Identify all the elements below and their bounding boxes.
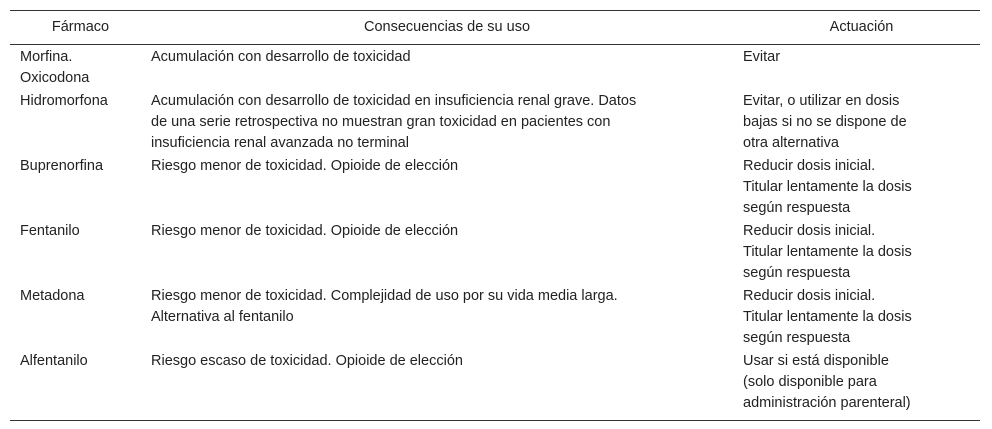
cell-action-line: Reducir dosis inicial. xyxy=(743,158,876,174)
cell-action-line: Usar si está disponible xyxy=(743,353,889,369)
header-drug: Fármaco xyxy=(51,19,110,35)
cell-drug xyxy=(10,219,151,284)
cell-action xyxy=(743,284,980,349)
cell-consequences xyxy=(151,45,743,90)
cell-action-line: Titular lentamente la dosis xyxy=(743,244,912,260)
cell-consequences-line: Alternativa al fentanilo xyxy=(151,309,294,325)
cell-action-line: según respuesta xyxy=(743,200,851,216)
cell-action-line: Evitar xyxy=(743,49,781,65)
cell-consequences xyxy=(151,349,743,421)
cell-action-line: otra alternativa xyxy=(743,135,839,151)
cell-action-line: según respuesta xyxy=(743,330,851,346)
cell-action-line: Titular lentamente la dosis xyxy=(743,179,912,195)
cell-action-line: Reducir dosis inicial. xyxy=(743,223,876,239)
cell-consequences xyxy=(151,284,743,349)
table-row xyxy=(10,349,980,421)
cell-action-line: (solo disponible para xyxy=(743,374,877,390)
table-row xyxy=(10,284,980,349)
cell-consequences xyxy=(151,154,743,219)
cell-drug-line: Oxicodona xyxy=(20,70,90,86)
cell-action-line: según respuesta xyxy=(743,265,851,281)
cell-drug xyxy=(10,89,151,154)
cell-consequences-line: Acumulación con desarrollo de toxicidad xyxy=(151,49,411,65)
cell-drug-line: Fentanilo xyxy=(20,223,80,239)
cell-action-line: administración parenteral) xyxy=(743,395,911,411)
cell-drug-line: Buprenorfina xyxy=(20,158,104,174)
cell-consequences-line: Riesgo menor de toxicidad. Opioide de elección xyxy=(151,223,459,239)
header-row xyxy=(10,11,980,45)
opioid-renal-table-container xyxy=(10,10,980,421)
cell-consequences-line: Acumulación con desarrollo de toxicidad en insuficiencia renal grave. Datos xyxy=(151,93,637,109)
cell-drug xyxy=(10,349,151,421)
cell-consequences-line: Riesgo escaso de toxicidad. Opioide de elección xyxy=(151,353,463,369)
cell-action xyxy=(743,349,980,421)
cell-consequences xyxy=(151,219,743,284)
cell-consequences-line: Riesgo menor de toxicidad. Opioide de elección xyxy=(151,158,459,174)
cell-action xyxy=(743,219,980,284)
table-row xyxy=(10,89,980,154)
header-action: Actuación xyxy=(829,19,894,35)
table-row xyxy=(10,219,980,284)
table-body xyxy=(10,45,980,421)
cell-action xyxy=(743,89,980,154)
cell-consequences-line: de una serie retrospectiva no muestran gran toxicidad en pacientes con xyxy=(151,114,611,130)
cell-drug-line: Hidromorfona xyxy=(20,93,108,109)
cell-action xyxy=(743,45,980,90)
opioid-renal-table xyxy=(10,10,980,421)
table-header xyxy=(10,11,980,45)
cell-drug-line: Alfentanilo xyxy=(20,353,88,369)
table-row xyxy=(10,154,980,219)
cell-drug xyxy=(10,45,151,90)
cell-consequences xyxy=(151,89,743,154)
table-row xyxy=(10,45,980,90)
cell-drug-line: Morfina. xyxy=(20,49,73,65)
cell-action-line: Reducir dosis inicial. xyxy=(743,288,876,304)
header-consequences: Consecuencias de su uso xyxy=(363,19,531,35)
cell-action-line: Titular lentamente la dosis xyxy=(743,309,912,325)
cell-action xyxy=(743,154,980,219)
cell-consequences-line: Riesgo menor de toxicidad. Complejidad de uso por su vida media larga. xyxy=(151,288,618,304)
cell-drug-line: Metadona xyxy=(20,288,85,304)
cell-consequences-line: insuficiencia renal avanzada no terminal xyxy=(151,135,409,151)
cell-drug xyxy=(10,284,151,349)
cell-action-line: Evitar, o utilizar en dosis xyxy=(743,93,900,109)
cell-drug xyxy=(10,154,151,219)
cell-action-line: bajas si no se dispone de xyxy=(743,114,907,130)
